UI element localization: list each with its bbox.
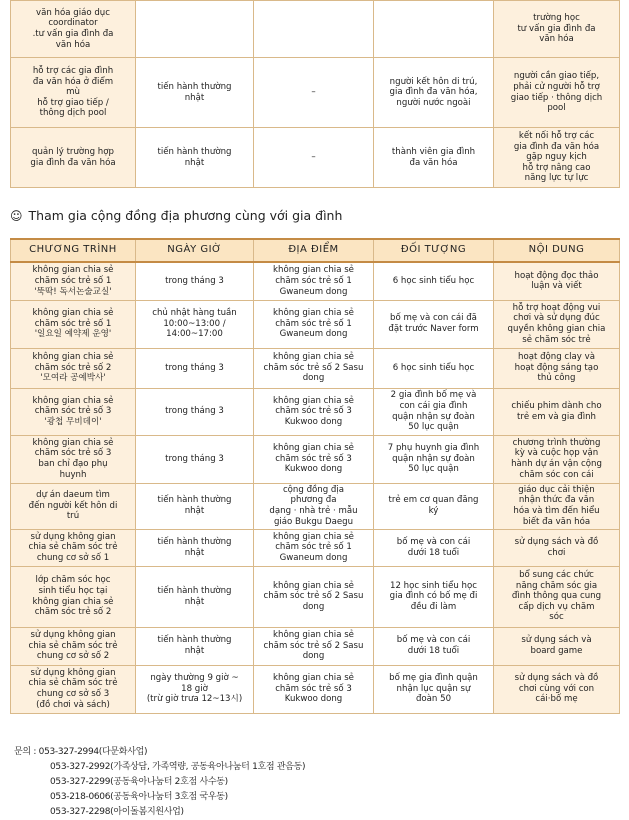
- contact-phone: 053-218-0606(공동육아나눔터 3호점 국우동): [50, 792, 228, 802]
- table-cell: sử dụng sách và đồ chơi cùng với con cái·bố mẹ: [494, 665, 620, 713]
- table-cell: giáo dục cải thiện nhận thức đa văn hóa và tìm đến hiểu biết đa văn hóa: [494, 483, 620, 529]
- table-header-row: [11, 239, 620, 262]
- table-cell: 12 học sinh tiểu học gia đình có bố mẹ đi đều đi làm: [374, 566, 494, 627]
- top-table: [10, 0, 620, 188]
- table-cell: chương trình thường kỳ và cuộc họp vận hành dự án vận cộng chăm sóc con cái: [494, 435, 620, 483]
- table-row: [11, 483, 620, 529]
- table-row: [11, 262, 620, 300]
- table-cell: không gian chia sẻ chăm sóc trẻ số 3 Kukwoo dong: [254, 388, 374, 435]
- table-row: [11, 1, 620, 58]
- table-cell: không gian chia sẻ chăm sóc trẻ số 3 '광첩 무비데이': [11, 388, 136, 435]
- table-cell: chiếu phim dành cho trẻ em và gia đình: [494, 388, 620, 435]
- contact-phone: 053-327-2994(다문화사업): [38, 747, 148, 757]
- table-cell: bổ sung các chức năng chăm sóc gia đình thông qua cung cấp dịch vụ chăm sóc: [494, 566, 620, 627]
- table-cell: không gian chia sẻ chăm sóc trẻ số 1 Gwaneum dong: [254, 300, 374, 348]
- table-cell: quản lý trường hợp gia đình đa văn hóa: [11, 128, 136, 188]
- table-cell: hỗ trợ hoạt động vui chơi và sử dụng đúc quyền không gian chia sẻ chăm sóc trẻ: [494, 300, 620, 348]
- table-cell: người kết hôn di trú, gia đình đa văn hóa, người nước ngoài: [374, 58, 494, 128]
- table-cell: 6 học sinh tiểu học: [374, 348, 494, 388]
- table-cell: hoạt động clay và hoạt động sáng tạo thủ công: [494, 348, 620, 388]
- contact-phone: 053-327-2992(가족상담, 가족역량, 공동육아나눔터 1호점 관음동): [50, 762, 306, 772]
- table-cell: trong tháng 3: [136, 348, 254, 388]
- table-cell: tiến hành thường nhật: [136, 483, 254, 529]
- table-cell: không gian chia sẻ chăm sóc trẻ số 1 '일요일 예약제 운영': [11, 300, 136, 348]
- contact-info: [14, 745, 305, 820]
- table-row: [11, 300, 620, 348]
- table-cell: 7 phụ huynh gia đình quận nhận sự đoàn 50 lục quận: [374, 435, 494, 483]
- table-cell: bố mẹ và con cái đã đặt trước Naver form: [374, 300, 494, 348]
- header-date-time: NGÀY GIỜ: [136, 239, 254, 262]
- table-cell: [136, 1, 254, 58]
- table-row: [11, 348, 620, 388]
- table-cell: không gian chia sẻ chăm sóc trẻ số 1 '뚝딱! 독서논술교실': [11, 262, 136, 300]
- table-row: [11, 58, 620, 128]
- table-cell: kết nối hỗ trợ các gia đình đa văn hóa gặp nguy kịch hỗ trợ nâng cao năng lực tự lực: [494, 128, 620, 188]
- table-cell: [254, 1, 374, 58]
- table-cell: sử dụng không gian chia sẻ chăm sóc trẻ chung cơ sở số 2: [11, 627, 136, 665]
- table-row: [11, 529, 620, 566]
- table-row: [11, 128, 620, 188]
- table-cell: trong tháng 3: [136, 388, 254, 435]
- table-cell: thành viên gia đình đa văn hóa: [374, 128, 494, 188]
- table-cell: không gian chia sẻ chăm sóc trẻ số 3 Kukwoo dong: [254, 665, 374, 713]
- table-cell: 2 gia đình bố mẹ và con cái gia đình quận nhận sự đoàn 50 lục quận: [374, 388, 494, 435]
- table-cell: –: [254, 58, 374, 128]
- smiley-icon: ☺: [10, 209, 23, 223]
- table-cell: người cần giao tiếp, phải cử người hỗ trợ giao tiếp · thông dịch pool: [494, 58, 620, 128]
- table-cell: sử dụng không gian chia sẻ chăm sóc trẻ chung cơ sở số 3 (đồ chơi và sách): [11, 665, 136, 713]
- table-cell: hỗ trợ các gia đình đa văn hóa ở điểm mù hỗ trợ giao tiếp / thông dịch pool: [11, 58, 136, 128]
- header-location: ĐỊA ĐIỂM: [254, 239, 374, 262]
- contact-label: 문의 :: [14, 747, 37, 757]
- table-cell: chủ nhật hàng tuần 10:00~13:00 / 14:00~17:00: [136, 300, 254, 348]
- section-title-text: Tham gia cộng đồng địa phương cùng với gia đình: [28, 208, 343, 223]
- table-cell: tiến hành thường nhật: [136, 529, 254, 566]
- table-row: [11, 435, 620, 483]
- table-cell: [374, 1, 494, 58]
- program-table: [10, 238, 620, 714]
- table-cell: không gian chia sẻ chăm sóc trẻ số 2 '모여라 공예박사': [11, 348, 136, 388]
- table-cell: sử dụng sách và đồ chơi: [494, 529, 620, 566]
- table-cell: trong tháng 3: [136, 262, 254, 300]
- header-program: CHƯƠNG TRÌNH: [11, 239, 136, 262]
- table-cell: trường học tư vấn gia đình đa văn hóa: [494, 1, 620, 58]
- table-row: [11, 627, 620, 665]
- table-cell: –: [254, 128, 374, 188]
- table-cell: trẻ em cơ quan đăng ký: [374, 483, 494, 529]
- table-cell: tiến hành thường nhật: [136, 128, 254, 188]
- table-cell: không gian chia sẻ chăm sóc trẻ số 3 ban chỉ đạo phụ huynh: [11, 435, 136, 483]
- table-cell: văn hóa giáo dục coordinator .tư vấn gia đình đa văn hóa: [11, 1, 136, 58]
- table-cell: bố mẹ và con cái dưới 18 tuổi: [374, 627, 494, 665]
- table-cell: sử dụng không gian chia sẻ chăm sóc trẻ chung cơ sở số 1: [11, 529, 136, 566]
- table-cell: không gian chia sẻ chăm sóc trẻ số 2 Sasu dong: [254, 566, 374, 627]
- table-row: [11, 388, 620, 435]
- table-cell: dự án daeum tìm đến người kết hôn di trú: [11, 483, 136, 529]
- section-title: [10, 208, 342, 223]
- table-cell: 6 học sinh tiểu học: [374, 262, 494, 300]
- table-cell: không gian chia sẻ chăm sóc trẻ số 1 Gwaneum dong: [254, 529, 374, 566]
- table-cell: tiến hành thường nhật: [136, 627, 254, 665]
- table-cell: bố mẹ gia đình quận nhận lục quận sự đoàn 50: [374, 665, 494, 713]
- table-row: [11, 665, 620, 713]
- table-cell: hoạt động đọc thảo luận và viết: [494, 262, 620, 300]
- table-cell: lớp chăm sóc học sinh tiểu học tại không gian chia sẻ chăm sóc trẻ số 2: [11, 566, 136, 627]
- contact-phone: 053-327-2298(아이돌봄지원사업): [50, 807, 184, 817]
- table-cell: ngày thường 9 giờ ~ 18 giờ (trừ giờ trưa 12~13시): [136, 665, 254, 713]
- table-cell: bố mẹ và con cái dưới 18 tuổi: [374, 529, 494, 566]
- header-content: NỘI DUNG: [494, 239, 620, 262]
- table-cell: cộng đồng địa phương đa dạng · nhà trẻ · mẫu giáo Bukgu Daegu: [254, 483, 374, 529]
- contact-line: [14, 745, 305, 760]
- table-cell: trong tháng 3: [136, 435, 254, 483]
- table-cell: tiến hành thường nhật: [136, 58, 254, 128]
- header-target: ĐỐI TƯỢNG: [374, 239, 494, 262]
- table-cell: không gian chia sẻ chăm sóc trẻ số 3 Kukwoo dong: [254, 435, 374, 483]
- table-cell: không gian chia sẻ chăm sóc trẻ số 2 Sasu dong: [254, 348, 374, 388]
- contact-phone: 053-327-2299(공동육아나눔터 2호점 사수동): [50, 777, 228, 787]
- table-cell: không gian chia sẻ chăm sóc trẻ số 1 Gwaneum dong: [254, 262, 374, 300]
- table-cell: sử dụng sách và board game: [494, 627, 620, 665]
- table-cell: tiến hành thường nhật: [136, 566, 254, 627]
- table-cell: không gian chia sẻ chăm sóc trẻ số 2 Sasu dong: [254, 627, 374, 665]
- table-row: [11, 566, 620, 627]
